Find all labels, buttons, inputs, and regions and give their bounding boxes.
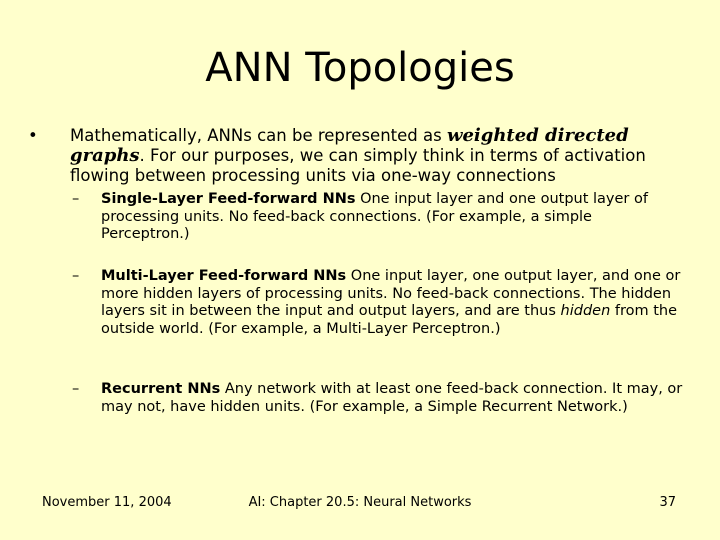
- sub-bullet-text: [101, 268, 684, 338]
- sub-bullet-body: One input layer and one output layer of processing units. No feed-back connections. (For example, a simple Perceptron.): [101, 191, 648, 242]
- main-bullet-prefix: Mathematically, ANNs can be represented as: [70, 126, 447, 145]
- sub-bullet-body-before: One input layer, one output layer, and one or more hidden layers of processing units. No feed-back connections. The hidden layers sit in between the input and output layers, and are thus: [101, 268, 681, 319]
- main-bullet-text: [70, 126, 700, 186]
- sub-bullet-heading: Multi-Layer Feed-forward NNs: [101, 268, 347, 284]
- sub-bullet-text: [101, 191, 684, 244]
- sub-bullet-multi-layer: [72, 268, 684, 338]
- main-bullet-suffix: . For our purposes, we can simply think in terms of activation flowing between processing units via one-way connections: [70, 146, 646, 185]
- footer-chapter: AI: Chapter 20.5: Neural Networks: [248, 495, 472, 510]
- footer-date: November 11, 2004: [42, 495, 172, 510]
- sub-bullet-dash: –: [72, 381, 80, 397]
- sub-bullet-text: [101, 381, 684, 416]
- sub-bullet-recurrent: [72, 381, 684, 416]
- sub-bullet-body-after: from the outside world. (For example, a Multi-Layer Perceptron.): [101, 303, 678, 337]
- main-bullet-emphasis: weighted directed graphs: [70, 125, 629, 166]
- slide-title: ANN Topologies: [205, 45, 515, 91]
- sub-bullet-heading: Single-Layer Feed-forward NNs: [101, 191, 356, 207]
- bullet-marker: •: [28, 126, 38, 145]
- sub-bullet-single-layer: [72, 191, 684, 244]
- sub-bullet-italic: hidden: [560, 303, 611, 319]
- sub-bullet-dash: –: [72, 268, 80, 284]
- sub-bullet-dash: –: [72, 191, 80, 207]
- footer-page-number: 37: [659, 495, 676, 510]
- sub-bullet-body: Any network with at least one feed-back connection. It may, or may not, have hidden units. (For example, a Simple Recurrent Network.): [101, 381, 683, 415]
- main-bullet: [28, 126, 700, 186]
- sub-bullet-heading: Recurrent NNs: [101, 381, 221, 397]
